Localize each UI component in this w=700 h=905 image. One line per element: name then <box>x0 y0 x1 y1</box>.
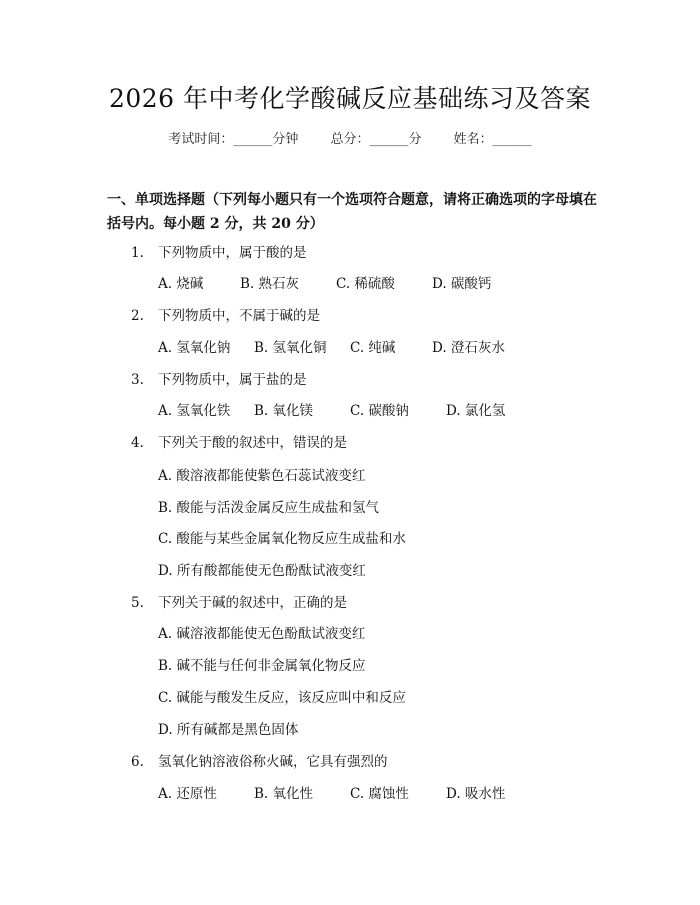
question-5-option-d: D. 所有碱都是黑色固体 <box>158 722 299 738</box>
option-d: D. 澄石灰水 <box>432 340 505 356</box>
question-1 <box>131 243 307 263</box>
question-3 <box>131 370 307 390</box>
question-stem: 下列物质中，属于盐的是 <box>158 372 307 388</box>
question-6-options <box>158 784 505 804</box>
question-stem: 下列物质中，属于酸的是 <box>158 245 307 261</box>
question-3-options <box>158 401 505 421</box>
option-a: A. 氢氧化钠 <box>158 340 231 356</box>
option-b: B. 氢氧化铜 <box>254 340 327 356</box>
question-4 <box>131 433 347 453</box>
option-d: D. 碳酸钙 <box>432 276 492 292</box>
question-4-option-c: C. 酸能与某些金属氧化物反应生成盐和水 <box>158 531 406 547</box>
option-c: C. 纯碱 <box>350 340 396 356</box>
exam-time-field: 考试时间：______分钟 <box>168 132 299 147</box>
question-1-options <box>158 274 491 294</box>
option-b: B. 氧化镁 <box>254 403 314 419</box>
option-d: D. 吸水性 <box>446 786 506 802</box>
option-c: C. 稀硫酸 <box>336 276 395 292</box>
option-c: C. 腐蚀性 <box>350 786 409 802</box>
question-number: 4. <box>131 435 144 451</box>
question-4-option-b: B. 酸能与活泼金属反应生成盐和氢气 <box>158 500 380 516</box>
question-5-option-b: B. 碱不能与任何非金属氧化物反应 <box>158 658 366 674</box>
question-4-option-a: A. 酸溶液都能使紫色石蕊试液变红 <box>158 468 366 484</box>
question-5-option-c: C. 碱能与酸发生反应，该反应叫中和反应 <box>158 690 406 706</box>
question-number: 6. <box>131 754 144 770</box>
option-b: B. 熟石灰 <box>240 276 300 292</box>
question-number: 3. <box>131 372 144 388</box>
question-5 <box>131 593 347 613</box>
page-title: 2026 年中考化学酸碱反应基础练习及答案 <box>108 84 592 113</box>
question-2 <box>131 306 320 326</box>
section-heading: 一、单项选择题（下列每小题只有一个选项符合题意，请将正确选项的字母填在括号内。每小题 2 分，共 20 分） <box>107 192 597 232</box>
option-b: B. 氧化性 <box>254 786 314 802</box>
option-c: C. 碳酸钠 <box>350 403 409 419</box>
question-number: 5. <box>131 595 144 611</box>
question-stem: 下列关于碱的叙述中，正确的是 <box>158 595 347 611</box>
option-a: A. 还原性 <box>158 786 217 802</box>
option-d: D. 氯化氢 <box>446 403 506 419</box>
question-2-options <box>158 338 505 358</box>
question-6 <box>131 752 388 772</box>
question-5-option-a: A. 碱溶液都能使无色酚酞试液变红 <box>158 626 366 642</box>
question-stem: 下列物质中，不属于碱的是 <box>158 308 320 324</box>
name-field: 姓名：______ <box>453 132 532 147</box>
question-number: 2. <box>131 308 144 324</box>
question-stem: 下列关于酸的叙述中，错误的是 <box>158 435 347 451</box>
option-a: A. 烧碱 <box>158 276 204 292</box>
option-a: A. 氢氧化铁 <box>158 403 231 419</box>
question-number: 1. <box>131 245 144 261</box>
exam-meta <box>0 130 700 150</box>
question-stem: 氢氧化钠溶液俗称火碱，它具有强烈的 <box>158 754 388 770</box>
total-score-field: 总分：______分 <box>330 132 422 147</box>
question-4-option-d: D. 所有酸都能使无色酚酞试液变红 <box>158 563 366 579</box>
